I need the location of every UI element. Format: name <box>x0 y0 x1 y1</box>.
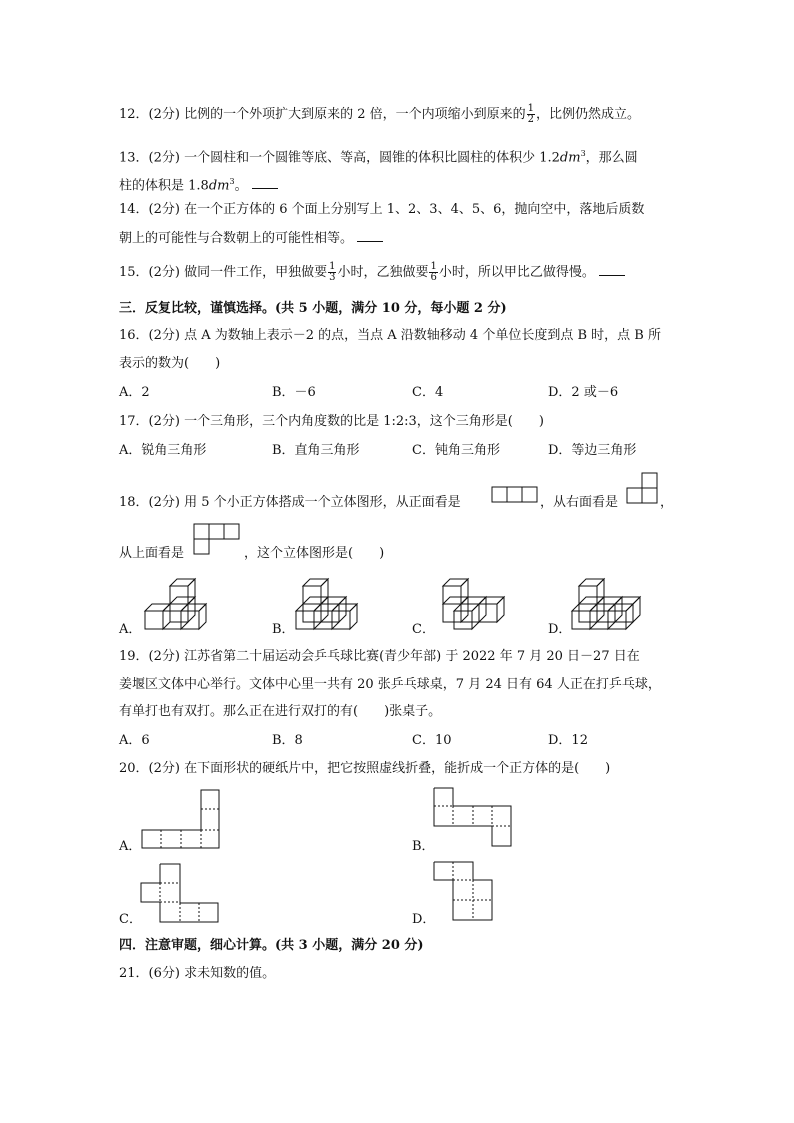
section-4-heading: 四．注意审题，细心计算。(共 3 小题，满分 20 分) <box>119 938 424 953</box>
q16-option-a[interactable]: A．2 <box>119 385 150 400</box>
q15-fraction-1: $\frac{1}{3}$ <box>329 261 336 283</box>
q18-option-d-figure <box>570 575 650 635</box>
q18-text-a: 18．(2分) 用 5 个小正方体搭成一个立体图形，从正面看是 <box>119 495 461 510</box>
q18-right-view <box>626 471 660 507</box>
q18-text-b: ，从右面看是 <box>540 495 619 510</box>
q21: 21．(6分) 求未知数的值。 <box>119 966 276 981</box>
q18-text-c: ， <box>660 495 674 510</box>
q18-text-e: ，这个立体图形是( ) <box>244 546 385 561</box>
q18-option-a-figure <box>143 575 223 635</box>
cube-face <box>303 579 328 586</box>
cube-face <box>579 579 604 586</box>
q18-option-a[interactable]: A． <box>119 622 142 637</box>
q18-front-view <box>491 485 541 505</box>
q12-fraction: $\frac{1}{2}$ <box>527 103 534 125</box>
q12-text-end: ，比例仍然成立。 <box>536 107 641 122</box>
q18-top-view <box>193 522 243 558</box>
q17-option-b[interactable]: B．直角三角形 <box>272 443 360 458</box>
q13-line2: 柱的体积是 $1.8dm^3$。 <box>119 173 278 195</box>
q19-option-c[interactable]: C．10 <box>412 733 452 748</box>
q20-option-c[interactable]: C． <box>119 912 142 927</box>
q20-option-b-net <box>433 786 515 852</box>
q20-option-a[interactable]: A． <box>119 839 142 854</box>
q20-line1: 20．(2分) 在下面形状的硬纸片中，把它按照虚线折叠，能折成一个正方体的是( ) <box>119 761 611 776</box>
q19-line1: 19．(2分) 江苏省第二十届运动会乒乓球比赛(青少年部) 于 2022 年 7 月 20 日－27 日在 <box>119 649 640 664</box>
q19-line2: 姜堰区文体中心举行。文体中心里一共有 20 张乒乓球桌，7 月 24 日有 64 人正在打乒乓球， <box>119 677 661 692</box>
q14-line2: 朝上的可能性与合数朝上的可能性相等。 <box>119 229 383 248</box>
q17-option-d[interactable]: D．等边三角形 <box>548 443 637 458</box>
q14-line1: 14．(2分) 在一个正方体的 6 个面上分别写上 1、2、3、4、5、6，抛向空中，落地后质数 <box>119 202 645 217</box>
q16-line1: 16．(2分) 点 A 为数轴上表示－2 的点，当点 A 沿数轴移动 4 个单位长度到点 B 时，点 B 所 <box>119 328 661 343</box>
q13-line1: 13．(2分) 一个圆柱和一个圆锥等底、等高，圆锥的体积比圆柱的体积少 $1.2dm^3$，那么圆 <box>119 149 638 166</box>
q15-answer-blank[interactable] <box>599 263 625 276</box>
q18-option-c-figure <box>434 575 514 635</box>
cube-face <box>479 597 504 604</box>
q18-option-b-figure <box>294 575 374 635</box>
cube-face <box>181 604 206 611</box>
q15: 15．(2分) 做同一件工作，甲独做要 $\frac{1}{3}$ 小时，乙独做要 $\frac{1}{6}$ 小时，所以甲比乙做得慢。 <box>119 262 625 283</box>
q12 <box>119 104 640 125</box>
q20-option-d[interactable]: D． <box>412 912 436 927</box>
q17-option-a[interactable]: A．锐角三角形 <box>119 443 207 458</box>
section-3-heading: 三．反复比较，谨慎选择。(共 5 小题，满分 10 分，每小题 2 分) <box>119 301 507 316</box>
q17-option-c[interactable]: C．钝角三角形 <box>412 443 500 458</box>
q12-text: 12．(2分) 比例的一个外项扩大到原来的 2 倍，一个内项缩小到原来的 <box>119 107 526 122</box>
q18-option-c[interactable]: C． <box>412 622 435 637</box>
q19-option-b[interactable]: B．8 <box>272 733 303 748</box>
q18-text-d: 从上面看是 <box>119 546 185 561</box>
cube-face <box>615 597 640 604</box>
cube-face <box>145 611 163 629</box>
cube-face <box>608 604 633 611</box>
q16-option-c[interactable]: C．4 <box>412 385 444 400</box>
cube-face <box>572 611 590 629</box>
cube-face <box>454 604 479 611</box>
q20-option-c-net <box>140 862 222 926</box>
cube-face <box>170 579 195 586</box>
q14-answer-blank[interactable] <box>357 229 383 242</box>
q18-option-b[interactable]: B． <box>272 622 295 637</box>
q20-option-b[interactable]: B． <box>412 839 435 854</box>
q19-option-d[interactable]: D．12 <box>548 733 588 748</box>
q15-fraction-2: $\frac{1}{6}$ <box>430 261 437 283</box>
q20-option-d-net <box>433 860 515 926</box>
q16-option-b[interactable]: B．－6 <box>272 385 316 400</box>
q13-answer-blank[interactable] <box>252 176 278 189</box>
cube-face <box>443 579 468 586</box>
q20-option-a-net <box>141 788 223 852</box>
cube-face <box>332 604 357 611</box>
q16-option-d[interactable]: D．2 或－6 <box>548 385 619 400</box>
cube-face <box>296 611 314 629</box>
q19-option-a[interactable]: A．6 <box>119 733 150 748</box>
q19-line3: 有单打也有双打。那么正在进行双打的有( )张桌子。 <box>119 704 442 719</box>
q16-line2: 表示的数为( ) <box>119 356 221 371</box>
q18-option-d[interactable]: D． <box>548 622 572 637</box>
q17-line1: 17．(2分) 一个三角形，三个内角度数的比是 1:2:3，这个三角形是( ) <box>119 414 544 429</box>
